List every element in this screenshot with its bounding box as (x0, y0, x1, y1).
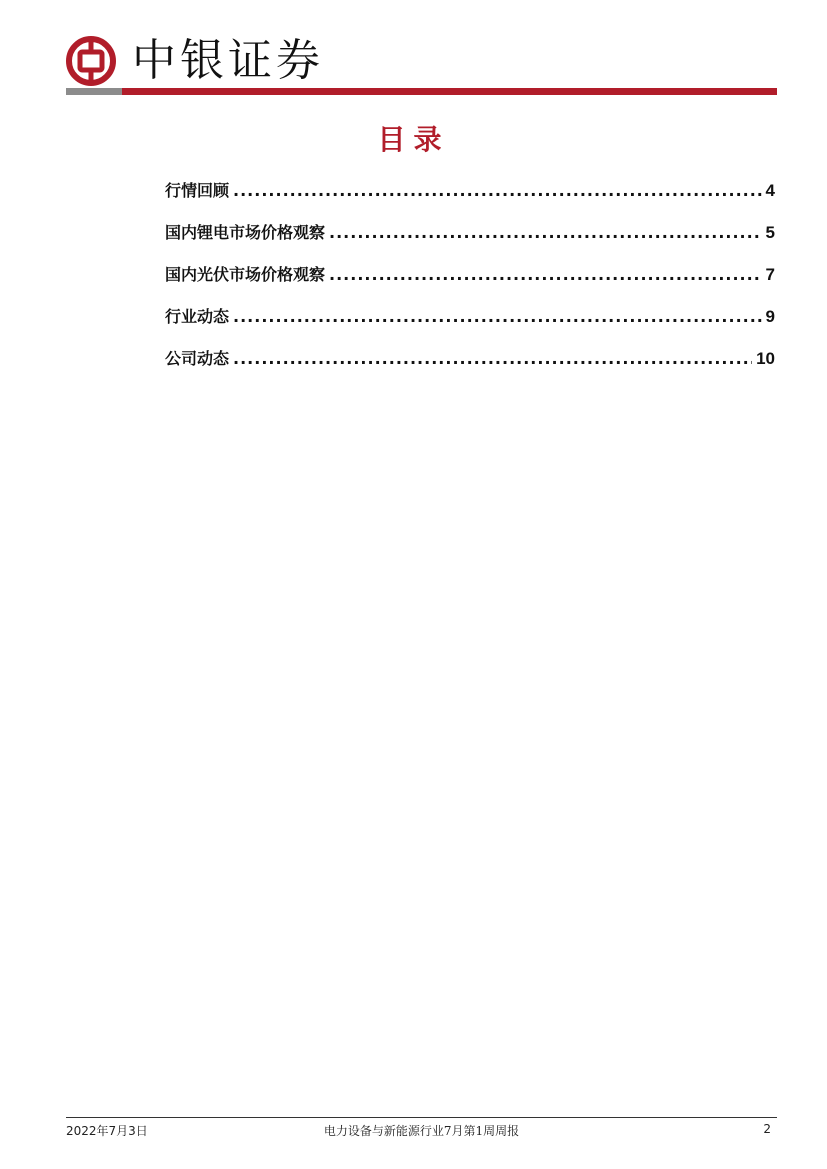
toc-entry-page: 9 (765, 307, 775, 326)
toc-entry-label: 公司动态 (165, 349, 230, 368)
footer-date: 2022年7月3日 (66, 1124, 148, 1138)
toc-entry-market-review[interactable] (165, 178, 775, 220)
toc-title: 目录 (377, 123, 450, 156)
footer-page-number: 2 (763, 1122, 771, 1136)
toc-entry-lithium-prices[interactable] (165, 220, 775, 262)
bank-of-china-logo-icon (66, 36, 116, 86)
page-header (66, 30, 777, 96)
toc-leader-dots (233, 307, 762, 326)
header-rule-red (122, 88, 777, 95)
toc-entry-company-news[interactable] (165, 346, 775, 388)
toc-entry-label: 行情回顾 (165, 181, 230, 200)
toc-entry-page: 7 (765, 265, 775, 284)
footer-report-title: 电力设备与新能源行业7月第1周周报 (323, 1124, 520, 1138)
toc-entry-label: 行业动态 (165, 307, 230, 326)
toc-entry-industry-news[interactable] (165, 304, 775, 346)
brand-name: 中银证券 (132, 35, 324, 86)
toc-leader-dots (329, 223, 762, 242)
page-footer (66, 1122, 777, 1142)
toc-entry-label: 国内光伏市场价格观察 (165, 265, 326, 284)
table-of-contents (165, 178, 775, 388)
toc-leader-dots (329, 265, 762, 284)
header-rule-gray (66, 88, 122, 95)
toc-entry-page: 10 (756, 349, 775, 368)
toc-entry-page: 4 (765, 181, 775, 200)
toc-leader-dots (233, 181, 762, 200)
footer-rule (66, 1117, 777, 1118)
toc-entry-page: 5 (765, 223, 775, 242)
toc-entry-pv-prices[interactable] (165, 262, 775, 304)
toc-entry-label: 国内锂电市场价格观察 (165, 223, 326, 242)
toc-leader-dots (233, 349, 752, 368)
